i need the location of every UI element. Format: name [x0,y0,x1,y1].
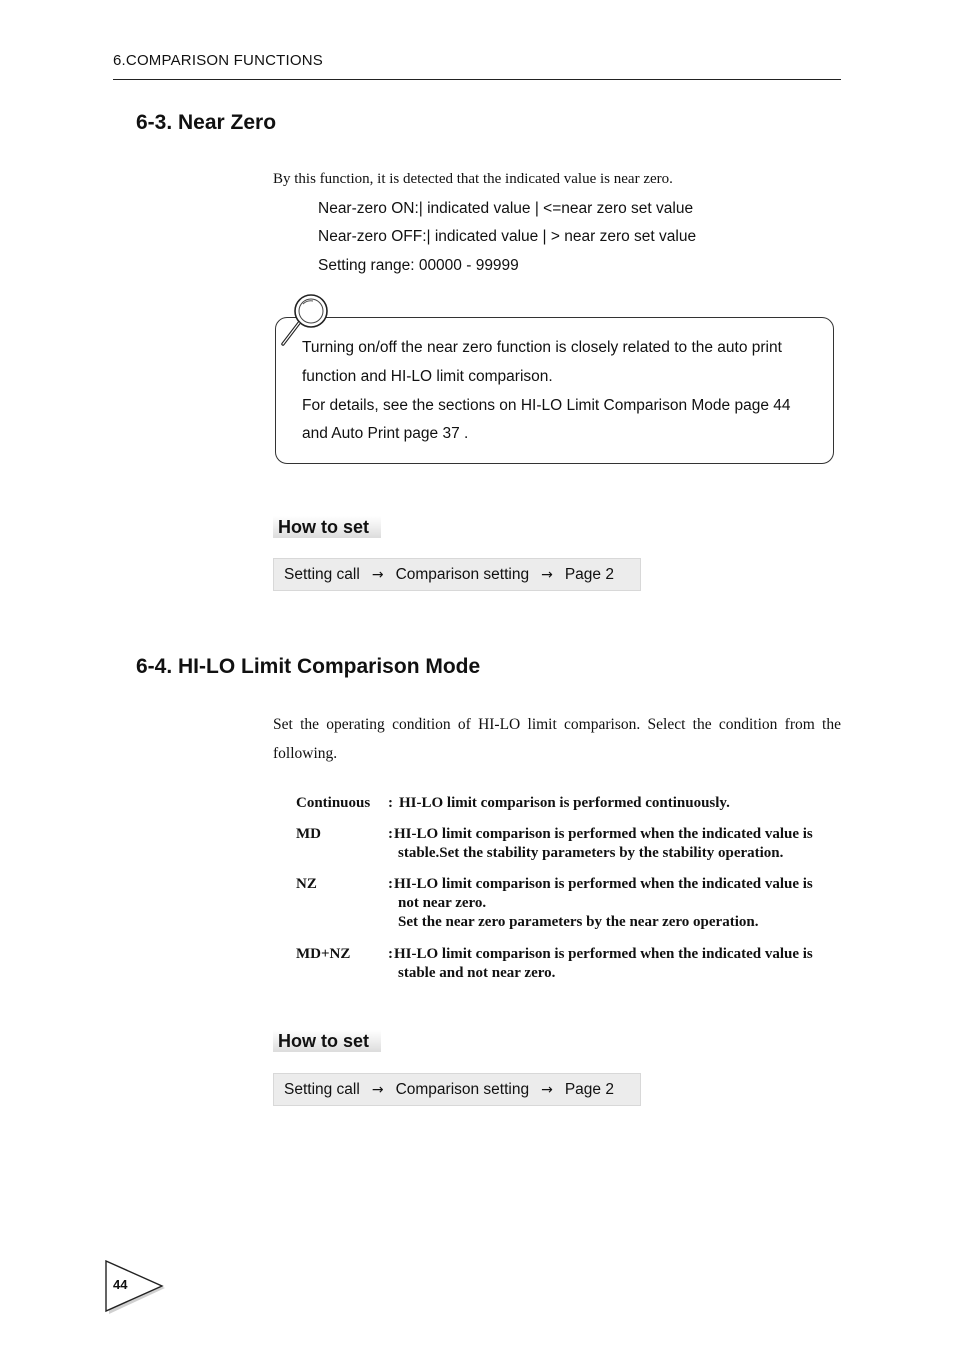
arrow-right-icon: → [371,1082,384,1098]
path-step-comparison-setting: Comparison setting [395,1081,530,1098]
near-zero-intro: By this function, it is detected that the indicated value is near zero. [273,171,673,187]
condition-desc [394,945,844,983]
hilo-intro-line-1: Set the operating condition of HI-LO limit comparison. Select the condition from the [273,716,841,733]
setting-path-hilo [273,1073,641,1106]
running-header: 6.COMPARISON FUNCTIONS [113,52,323,69]
condition-desc-line: HI-LO limit comparison is performed when the indicated value is [394,946,813,962]
condition-desc [394,875,844,932]
path-step-comparison-setting: Comparison setting [395,566,530,583]
page-number: 44 [113,1277,128,1292]
section-title-near-zero: 6-3. Near Zero [136,111,277,134]
condition-term: NZ [296,876,317,892]
note-line-3: For details, see the sections on HI-LO Limit Comparison Mode page 44 [302,397,791,414]
condition-desc-line: not near zero. [398,895,487,911]
condition-desc-line: stable.Set the stability parameters by the stability operation. [398,845,784,861]
condition-desc-line: Set the near zero parameters by the near zero operation. [398,914,759,930]
arrow-right-icon: → [541,567,553,583]
condition-desc [399,794,849,813]
path-step-page: Page 2 [564,566,614,583]
note-line-4: and Auto Print page 37 . [302,425,469,442]
condition-term: Continuous [296,795,371,811]
condition-desc-line: HI-LO limit comparison is performed when the indicated value is [394,826,813,842]
header-rule [113,79,841,80]
how-to-set-label: How to set [273,516,381,538]
hilo-intro [273,710,841,768]
condition-desc-line: stable and not near zero. [398,965,556,981]
note-line-2: function and HI-LO limit comparison. [302,368,553,385]
condition-colon: : [388,795,393,811]
condition-desc [394,825,844,863]
condition-desc-line: HI-LO limit comparison is performed continuously. [399,795,730,811]
condition-term: MD [296,826,321,842]
arrow-right-icon: → [541,1082,553,1098]
hilo-intro-line-2: following. [273,745,338,762]
condition-colon: : [388,946,393,962]
section-title-hilo: 6-4. HI-LO Limit Comparison Mode [136,655,481,678]
note-line-1: Turning on/off the near zero function is closely related to the auto print [302,339,782,356]
condition-desc-line: HI-LO limit comparison is performed when the indicated value is [394,876,813,892]
condition-colon: : [388,826,393,842]
setting-path-near-zero [273,558,641,591]
condition-term: MD+NZ [296,946,351,962]
arrow-right-icon: → [371,567,384,583]
spec-line-on: Near-zero ON:| indicated value | <=near zero set value [318,200,694,217]
path-step-setting-call: Setting call [284,566,360,583]
spec-line-range: Setting range: 00000 - 99999 [318,257,519,274]
path-step-page: Page 2 [564,1081,614,1098]
spec-line-off: Near-zero OFF:| indicated value | > near zero set value [318,228,697,245]
path-step-setting-call: Setting call [284,1081,360,1098]
condition-colon: : [388,876,393,892]
how-to-set-label: How to set [273,1030,381,1052]
